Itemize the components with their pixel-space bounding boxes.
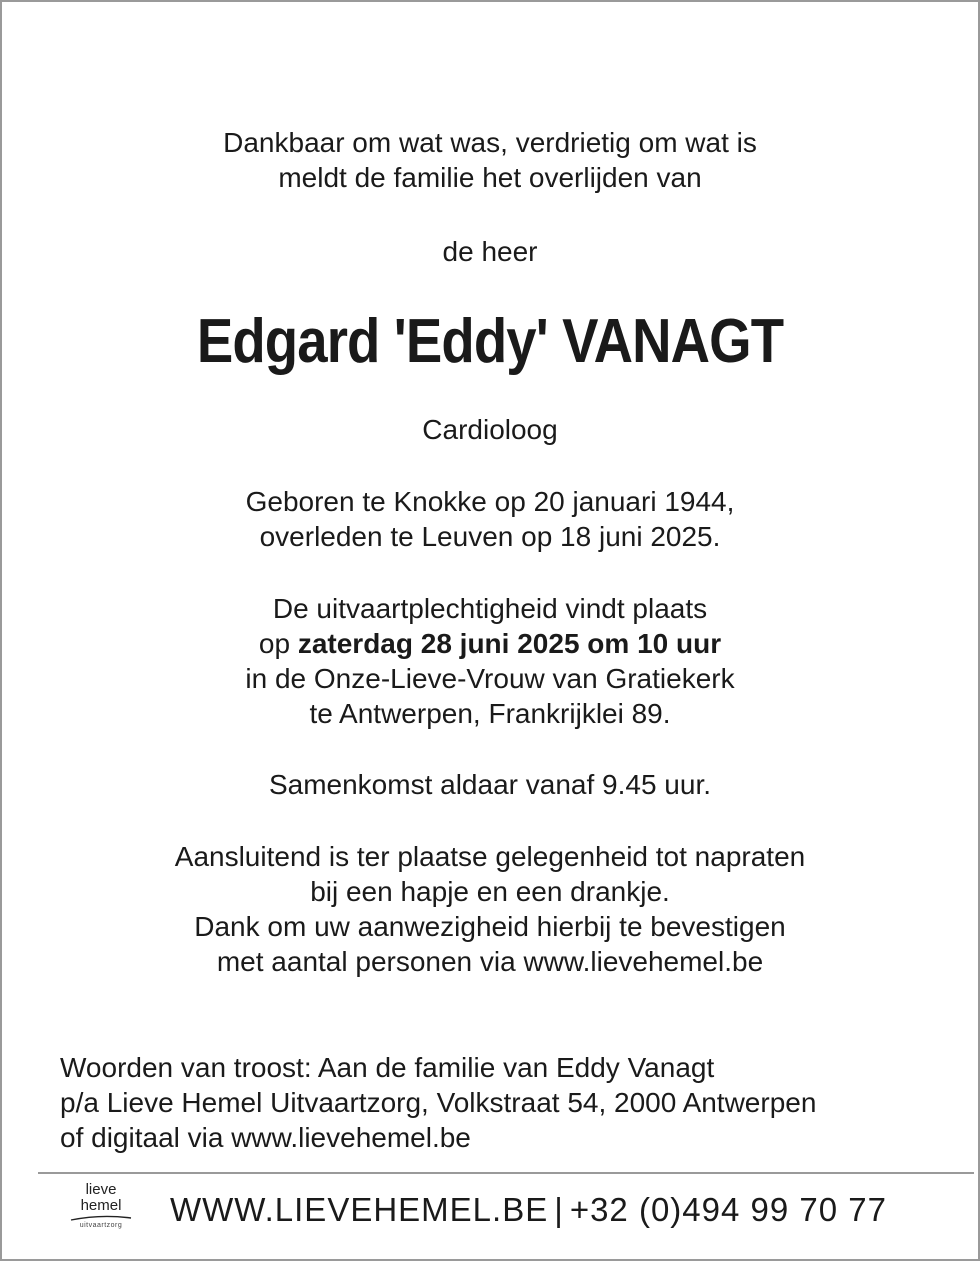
ceremony-line-1: De uitvaartplechtigheid vindt plaats [272,593,708,624]
condolence-address [60,1050,816,1155]
logo-word-uitvaartzorg: uitvaartzorg [79,1222,123,1229]
profession [2,412,978,447]
salutation-text: de heer [442,236,538,267]
reception-info [2,839,978,979]
logo-word-hemel: hemel [80,1197,122,1214]
footer-separator: | [554,1191,564,1228]
life-dates [2,484,978,554]
intro-line-2: meldt de familie het overlijden van [278,162,702,193]
reception-line-1: Aansluitend is ter plaatse gelegenheid tot napraten [174,841,806,872]
footer-divider [38,1172,974,1174]
footer-contact [170,1190,887,1230]
footer-website-link[interactable]: WWW.LIEVEHEMEL.BE [170,1191,549,1228]
ceremony-line-2 [2,626,978,661]
death-line: overleden te Leuven op 18 juni 2025. [259,521,721,552]
salutation [2,234,978,269]
condolence-line-2: p/a Lieve Hemel Uitvaartzorg, Volkstraat 54, 2000 Antwerpen [60,1087,817,1118]
footer-phone: +32 (0)494 99 70 77 [569,1191,887,1228]
reception-line-3: Dank om uw aanwezigheid hierbij te bevestigen [194,911,786,942]
ceremony-info [2,591,978,731]
ceremony-date-prefix: op [258,628,298,659]
condolence-line-1: Woorden van troost: Aan de familie van Eddy Vanagt [60,1052,715,1083]
lieve-hemel-logo [64,1182,138,1242]
gathering-info [2,767,978,802]
intro-line-1: Dankbaar om wat was, verdrietig om wat is [223,127,757,158]
logo-word-lieve: lieve [85,1181,117,1198]
birth-line: Geboren te Knokke op 20 januari 1944, [245,486,735,517]
gathering-text: Samenkomst aldaar vanaf 9.45 uur. [268,769,712,800]
intro-text [2,125,978,195]
profession-text: Cardioloog [422,414,558,445]
condolence-line-3: of digitaal via www.lievehemel.be [60,1122,471,1153]
reception-line-2: bij een hapje en een drankje. [310,876,670,907]
deceased-name: Edgard 'Eddy' VANAGT [196,307,784,376]
ceremony-line-4: te Antwerpen, Frankrijklei 89. [309,698,671,729]
ceremony-date: zaterdag 28 juni 2025 om 10 uur [297,628,722,659]
reception-line-4: met aantal personen via www.lievehemel.be [216,946,764,977]
ceremony-line-3: in de Onze-Lieve-Vrouw van Gratiekerk [245,663,735,694]
